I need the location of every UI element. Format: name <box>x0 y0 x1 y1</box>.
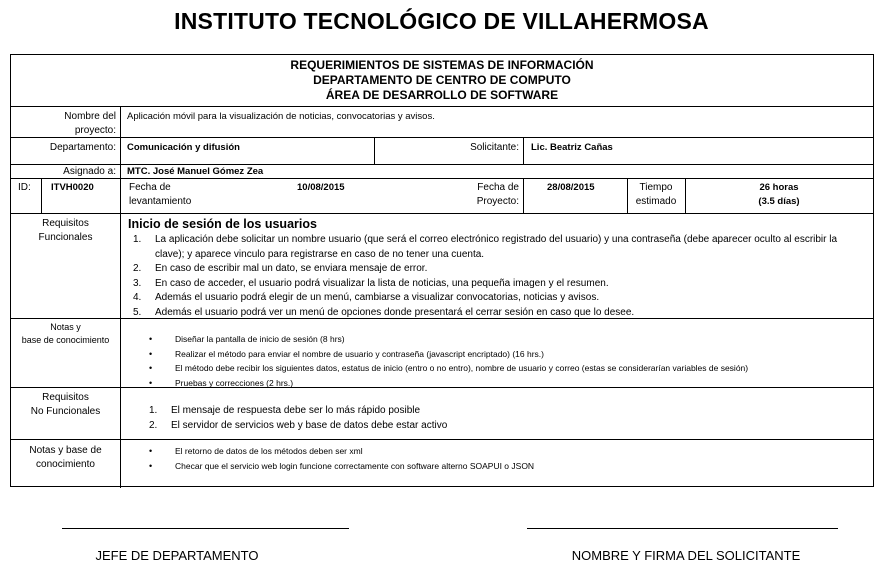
list-item-text: El método debe recibir los siguientes datos, estatus de inicio (entro o no entro), nombre de usuario y correo (estas se considerarían variables de sesión) <box>175 363 749 373</box>
list-item <box>133 262 858 277</box>
list-item <box>149 419 849 434</box>
list-item <box>149 361 864 376</box>
form-header <box>11 55 873 107</box>
list-item <box>149 347 864 362</box>
survey-date-label: Fecha de levantamiento <box>129 182 192 207</box>
functional-label: Requisitos Funcionales <box>38 218 93 243</box>
signature-line-left <box>62 528 349 529</box>
survey-date-value: 10/08/2015 <box>297 182 345 193</box>
nonfunctional-label: Requisitos No Funcionales <box>30 392 101 417</box>
list-item-text: En caso de acceder, el usuario podrá visualizar la lista de noticias, una pequeña imagen y el resumen. <box>155 277 609 289</box>
list-item-text: Realizar el método para enviar el nombre de usuario y contraseña (javascript encriptado) (16 hrs.) <box>175 348 544 359</box>
col-divider <box>41 178 42 213</box>
list-item-text: La aplicación debe solicitar un nombre usuario (que será el correo electrónico registrado del usuario) y una contraseña (debe aparecer oculto al escribir la clave); y aparece vinculo para registrarse en caso de no tener una cuenta. <box>155 234 838 260</box>
header-line-2: DEPARTAMENTO DE CENTRO DE COMPUTO <box>313 73 571 87</box>
col-divider <box>120 107 121 488</box>
list-item <box>149 444 864 459</box>
row-divider <box>11 213 873 214</box>
id-value: ITVH0020 <box>51 182 94 193</box>
notes2-label: Notas y base de conocimiento <box>29 445 102 470</box>
list-item-text: Además el usuario podrá ver un menú de opciones donde presentará el cerrar sesión en caso que lo desee. <box>155 306 635 318</box>
project-name-label: Nombre del proyecto: <box>64 111 116 136</box>
list-item-text: En caso de escribir mal un dato, se enviara mensaje de error. <box>155 263 428 274</box>
list-marker: • <box>149 446 153 456</box>
list-item <box>149 459 864 474</box>
nonfunctional-list <box>149 404 849 433</box>
list-marker: 5. <box>133 306 142 318</box>
project-name-value: Aplicación móvil para la visualización de noticias, convocatorias y avisos. <box>127 111 435 122</box>
list-marker: • <box>149 377 153 388</box>
list-marker: 2. <box>133 263 142 274</box>
list-item <box>133 291 858 306</box>
list-item-text: El mensaje de respuesta debe ser lo más rápido posible <box>171 405 421 416</box>
col-divider <box>523 178 524 213</box>
notes1-list <box>149 332 864 390</box>
list-item-text: Diseñar la pantalla de inicio de sesión (8 hrs) <box>175 334 345 344</box>
list-item <box>133 306 858 321</box>
notes2-list <box>149 444 864 473</box>
list-marker: • <box>149 334 153 344</box>
list-marker: • <box>149 460 153 471</box>
estimated-time-value: 26 horas (3.5 días) <box>758 182 800 207</box>
department-value: Comunicación y difusión <box>127 142 240 153</box>
list-marker: 1. <box>133 234 142 245</box>
list-item-text: Pruebas y correcciones (2 hrs.) <box>175 377 294 388</box>
list-item-text: El servidor de servicios web y base de datos debe estar activo <box>171 419 448 431</box>
assigned-value: MTC. José Manuel Gómez Zea <box>127 166 264 177</box>
department-label: Departamento: <box>49 142 116 153</box>
list-item <box>133 277 858 292</box>
list-item <box>133 233 858 262</box>
row-divider <box>11 137 873 138</box>
requirements-form <box>10 54 874 487</box>
list-marker: • <box>149 348 153 359</box>
list-marker: • <box>149 363 153 373</box>
header-line-3: ÁREA DE DESARROLLO DE SOFTWARE <box>325 88 559 102</box>
list-item <box>149 404 849 419</box>
notes1-label: Notas y base de conocimiento <box>21 322 110 345</box>
functional-list <box>133 233 858 320</box>
col-divider <box>523 137 524 164</box>
signature-line-right <box>527 528 838 529</box>
list-item-text: Además el usuario podrá elegir de un menú, cambiarse a visualizar convocatorias, noticias y avisos. <box>155 292 600 303</box>
signature-label-left: JEFE DE DEPARTAMENTO <box>95 548 259 563</box>
row-divider <box>11 439 873 440</box>
list-marker: 2. <box>149 419 158 431</box>
id-label: ID: <box>18 182 31 193</box>
requester-value: Lic. Beatriz Cañas <box>531 142 613 153</box>
functional-title: Inicio de sesión de los usuarios <box>128 217 317 231</box>
assigned-label: Asignado a: <box>63 166 116 177</box>
signature-label-right: NOMBRE Y FIRMA DEL SOLICITANTE <box>571 548 801 563</box>
list-item-text: Checar que el servicio web login funcione correctamente con software alterno SOAPUI o JSON <box>175 460 535 471</box>
list-item <box>149 332 864 347</box>
list-item-text: El retorno de datos de los métodos deben ser xml <box>175 446 363 456</box>
list-marker: 1. <box>149 405 158 416</box>
header-line-1: REQUERIMIENTOS DE SISTEMAS DE INFORMACIÓN <box>290 58 594 72</box>
institution-title: INSTITUTO TECNOLÓGICO DE VILLAHERMOSA <box>174 8 709 34</box>
estimated-time-label: Tiempo estimado <box>635 182 677 207</box>
project-date-value: 28/08/2015 <box>547 182 595 193</box>
list-marker: 3. <box>133 277 142 289</box>
list-marker: 4. <box>133 292 142 303</box>
project-date-label: Fecha de Proyecto: <box>476 182 519 207</box>
list-item <box>149 376 864 391</box>
requester-label: Solicitante: <box>470 142 519 153</box>
